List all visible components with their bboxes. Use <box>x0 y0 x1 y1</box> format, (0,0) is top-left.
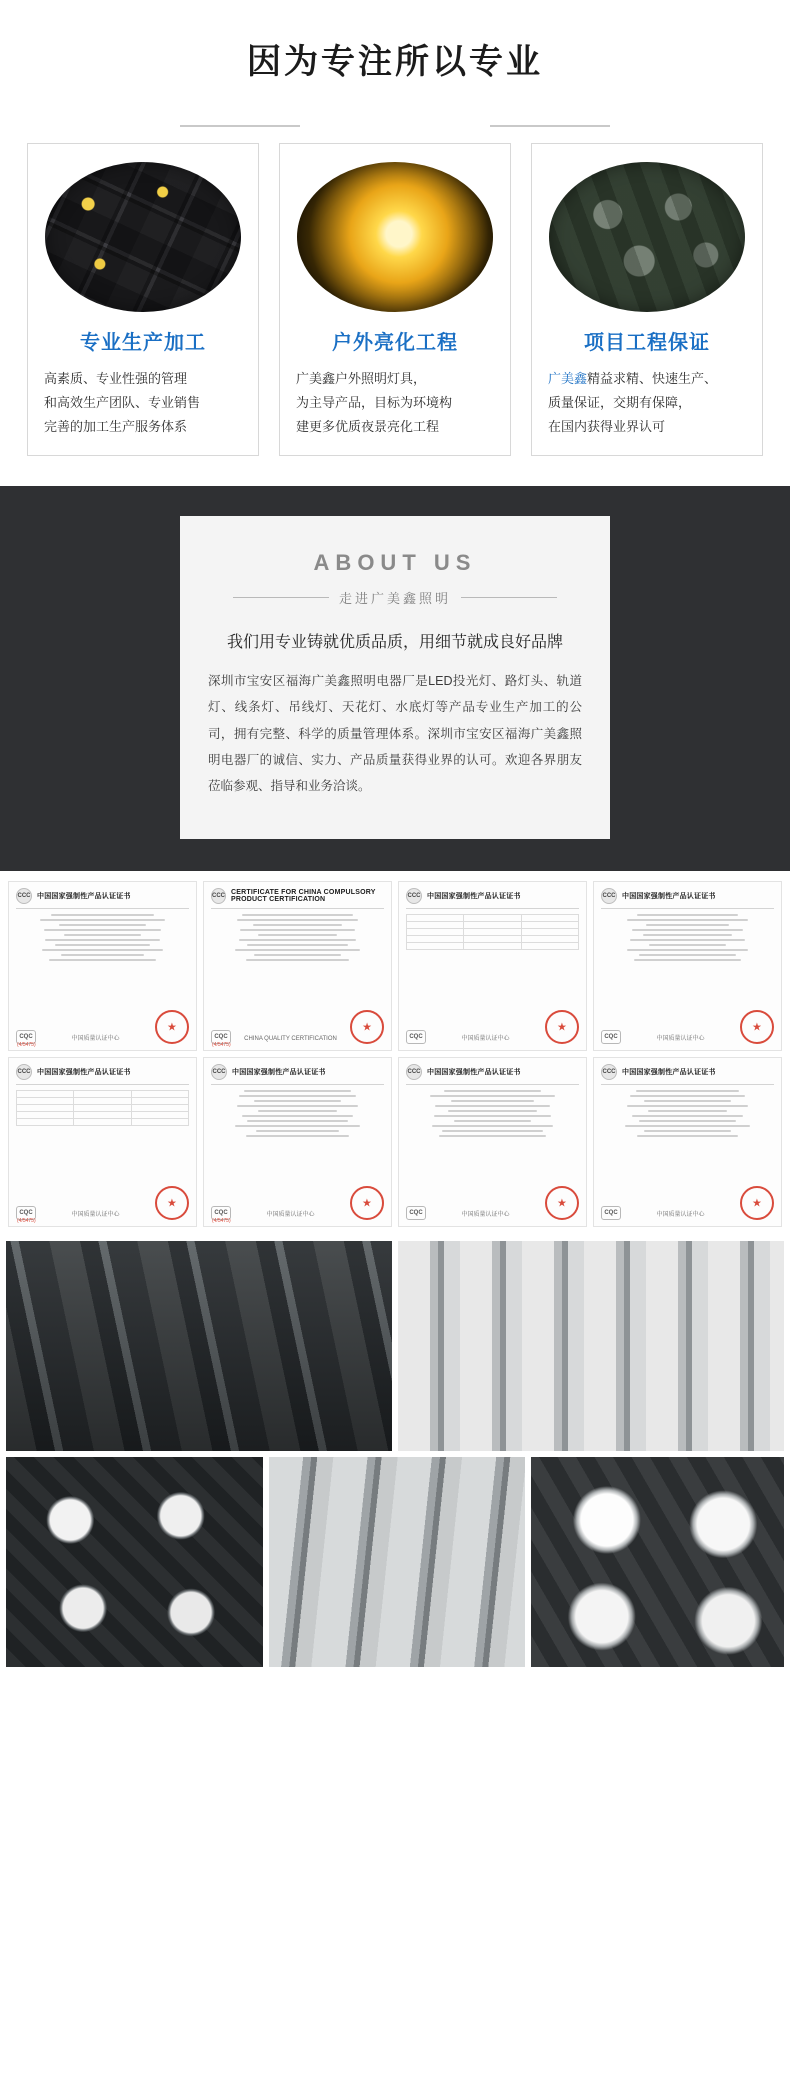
features-section <box>0 0 790 486</box>
about-card <box>180 516 610 839</box>
feature-card-body <box>292 367 498 439</box>
certificate-grid <box>8 881 782 1227</box>
divider <box>16 1084 189 1085</box>
certificates-section <box>0 871 790 1235</box>
certificate-item[interactable] <box>593 881 782 1051</box>
about-cn-title: 走进广美鑫照明 <box>338 591 451 607</box>
cqc-logo-icon: CQC <box>211 1030 231 1044</box>
certificate-title: CERTIFICATE FOR CHINA COMPULSORY PRODUCT CERTIFICATION <box>231 889 376 904</box>
feature-card <box>27 143 259 456</box>
divider <box>601 908 774 909</box>
certificate-footer <box>16 1010 189 1044</box>
certificate-item[interactable] <box>398 881 587 1051</box>
signature: CHINA QUALITY CERTIFICATION <box>244 1036 337 1043</box>
certificate-body-lines <box>211 914 384 961</box>
feature-line: 完善的加工生产服务体系 <box>44 419 188 435</box>
feature-line: 和高效生产团队、专业销售 <box>44 395 201 411</box>
signature: 中国质量认证中心 <box>461 1036 510 1043</box>
feature-line <box>548 367 746 391</box>
feature-card-heading: 专业生产加工 <box>80 332 206 354</box>
divider <box>211 908 384 909</box>
official-seal-icon <box>350 1010 384 1044</box>
official-seal-icon <box>545 1010 579 1044</box>
ccc-badge-icon: CCC <box>16 888 32 904</box>
certificate-title: 中国国家强制性产品认证证书 <box>427 893 521 901</box>
about-lead: 我们用专业铸就优质品质，用细节就成良好品牌 <box>226 634 563 652</box>
about-subtitle-row <box>208 588 582 607</box>
ccc-badge-icon: CCC <box>601 888 617 904</box>
certificate-header <box>211 1064 384 1080</box>
signature: 中国质量认证中心 <box>656 1036 705 1043</box>
ccc-badge-icon: CCC <box>601 1064 617 1080</box>
official-seal-icon <box>545 1186 579 1220</box>
ccc-badge-icon: CCC <box>16 1064 32 1080</box>
certificate-title: 中国国家强制性产品认证证书 <box>427 1069 521 1077</box>
ccc-badge-icon: CCC <box>211 888 226 904</box>
cqc-logo-icon: CQC <box>601 1206 621 1220</box>
divider <box>16 908 189 909</box>
certificate-header <box>16 888 189 904</box>
certificate-footer <box>211 1010 384 1044</box>
brand-highlight: 广美鑫 <box>548 371 588 386</box>
certificate-item[interactable] <box>8 1057 197 1227</box>
feature-card-list <box>0 117 790 456</box>
ccc-badge-icon: CCC <box>406 1064 422 1080</box>
left-rule <box>233 597 329 598</box>
right-rule <box>461 597 557 598</box>
divider <box>601 1084 774 1085</box>
certificate-footer <box>406 1186 579 1220</box>
flood-light-photo <box>45 162 241 312</box>
feature-card-body <box>544 367 750 439</box>
cqc-logo-icon: CQC <box>16 1030 36 1044</box>
title-divider <box>180 125 610 127</box>
led-lamp-array-photo <box>531 1457 784 1667</box>
about-en-title: ABOUT US <box>313 550 477 576</box>
certificate-footer <box>601 1010 774 1044</box>
certificate-footer <box>406 1010 579 1044</box>
feature-line: 建更多优质夜景亮化工程 <box>296 419 440 435</box>
official-seal-icon <box>155 1186 189 1220</box>
certificate-code: (4/5475) <box>17 1218 36 1225</box>
official-seal-icon <box>740 1186 774 1220</box>
cqc-logo-icon: CQC <box>406 1030 426 1044</box>
certificate-title: 中国国家强制性产品认证证书 <box>37 893 131 901</box>
feature-line: 质量保证，交期有保障， <box>548 395 692 411</box>
certificate-title: 中国国家强制性产品认证证书 <box>37 1069 131 1077</box>
certificate-header <box>601 888 774 904</box>
divider <box>406 1084 579 1085</box>
page-title: 因为专注所以专业 <box>247 43 543 81</box>
yellow-led-lamp-photo <box>297 162 493 312</box>
official-seal-icon <box>740 1010 774 1044</box>
certificate-footer <box>16 1186 189 1220</box>
feature-line-rest: 精益求精、快速生产、 <box>587 371 718 386</box>
feature-card <box>279 143 511 456</box>
certificate-code: (4/5475) <box>212 1218 231 1225</box>
certificate-code: (4/5475) <box>212 1042 231 1049</box>
certificate-item[interactable] <box>593 1057 782 1227</box>
certificate-header <box>16 1064 189 1080</box>
feature-line: 广美鑫户外照明灯具， <box>296 371 427 386</box>
feature-line: 在国内获得业界认可 <box>548 419 666 435</box>
certificate-title: 中国国家强制性产品认证证书 <box>232 1069 326 1077</box>
certificate-title: 中国国家强制性产品认证证书 <box>622 893 716 901</box>
ccc-badge-icon: CCC <box>211 1064 227 1080</box>
certificate-header <box>601 1064 774 1080</box>
downlight-assembly-line-photo <box>269 1457 526 1667</box>
certificate-item[interactable] <box>203 881 392 1051</box>
ccc-badge-icon: CCC <box>406 888 422 904</box>
feature-card-body <box>40 367 246 439</box>
cqc-logo-icon: CQC <box>211 1206 231 1220</box>
divider <box>406 908 579 909</box>
certificate-table <box>406 914 579 950</box>
feature-card-heading: 项目工程保证 <box>584 332 710 354</box>
certificate-footer <box>601 1186 774 1220</box>
certificate-body-lines <box>16 914 189 961</box>
cylinder-downlight-rows-photo <box>398 1241 784 1451</box>
certificate-body-lines <box>601 914 774 961</box>
photo-row-1 <box>6 1241 784 1451</box>
product-photos-section <box>0 1235 790 1683</box>
certificate-code: (4/5475) <box>17 1042 36 1049</box>
flood-light-rack-photo <box>6 1241 392 1451</box>
signature: 中国质量认证中心 <box>71 1212 120 1219</box>
signature: 中国质量认证中心 <box>71 1036 120 1043</box>
cqc-logo-icon: CQC <box>16 1206 36 1220</box>
feature-line: 为主导产品，目标为环境构 <box>296 395 453 411</box>
feature-card-heading: 户外亮化工程 <box>332 332 458 354</box>
certificate-footer <box>211 1186 384 1220</box>
certificate-header <box>406 888 579 904</box>
certificate-header <box>211 888 384 904</box>
certificate-item[interactable] <box>203 1057 392 1227</box>
certificate-table <box>16 1090 189 1126</box>
certificate-item[interactable] <box>8 881 197 1051</box>
feature-line: 高素质、专业性强的管理 <box>44 371 188 386</box>
signature: 中国质量认证中心 <box>461 1212 510 1219</box>
official-seal-icon <box>155 1010 189 1044</box>
workshop-downlight-photo <box>549 162 745 312</box>
signature: 中国质量认证中心 <box>266 1212 315 1219</box>
certificate-header <box>406 1064 579 1080</box>
certificate-body-lines <box>211 1090 384 1137</box>
certificate-title: 中国国家强制性产品认证证书 <box>622 1069 716 1077</box>
photo-row-2 <box>6 1457 784 1667</box>
signature: 中国质量认证中心 <box>656 1212 705 1219</box>
about-section <box>0 486 790 871</box>
round-led-panel-photo <box>6 1457 263 1667</box>
cqc-logo-icon: CQC <box>601 1030 621 1044</box>
feature-card <box>531 143 763 456</box>
official-seal-icon <box>350 1186 384 1220</box>
cqc-logo-icon: CQC <box>406 1206 426 1220</box>
certificate-body-lines <box>406 1090 579 1137</box>
divider <box>211 1084 384 1085</box>
certificate-body-lines <box>601 1090 774 1137</box>
about-paragraph: 深圳市宝安区福海广美鑫照明电器厂是LED投光灯、路灯头、轨道灯、线条灯、吊线灯、天花灯、水底灯等产品专业生产加工的公司，拥有完整、科学的质量管理体系。深圳市宝安区福海广美鑫照明电器厂的诚信、实力、产品质量获得业界的认可。欢迎各界朋友莅临参观、指导和业务洽谈。 <box>208 674 582 794</box>
certificate-item[interactable] <box>398 1057 587 1227</box>
